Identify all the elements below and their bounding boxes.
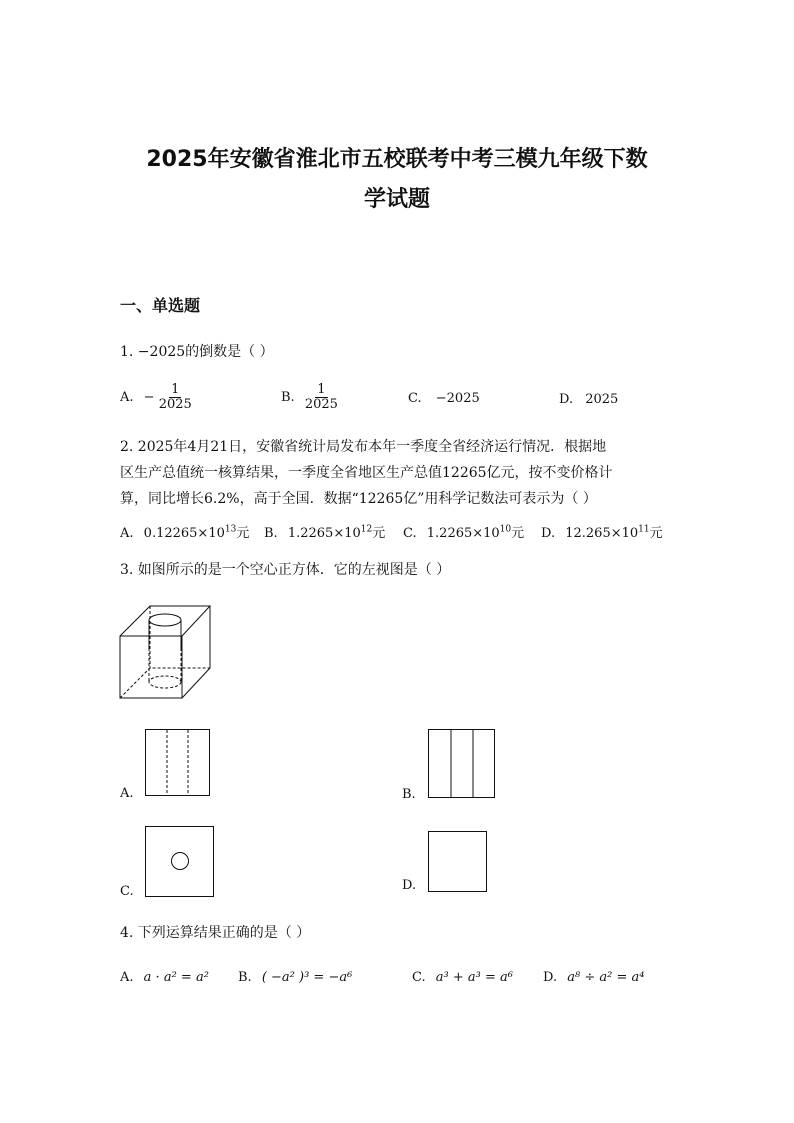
q2-option-a-exponent: 13 xyxy=(224,524,237,535)
q2-option-c-unit: 元 xyxy=(511,526,525,541)
cube-top-face xyxy=(120,606,210,636)
q1-option-b xyxy=(281,383,338,412)
q3-option-b-figure xyxy=(428,729,496,799)
q2-option-b-base: 1.2265×10 xyxy=(287,526,361,541)
q2-option-d-base: 12.265×10 xyxy=(565,526,639,541)
q1-option-a-numerator: 1 xyxy=(171,382,180,397)
q2-option-a xyxy=(120,522,249,541)
q4-option-b xyxy=(238,970,352,985)
question-1-stem: 1. −2025的倒数是（ ） xyxy=(120,344,274,360)
q2-option-d xyxy=(541,522,663,541)
q1-option-b-label: B. xyxy=(281,390,295,405)
q4-option-b-label: B. xyxy=(238,970,252,985)
q3-option-a-label: A. xyxy=(120,786,134,801)
q2-option-d-exponent: 11 xyxy=(638,524,650,535)
q2-option-b-label: B. xyxy=(264,526,278,541)
q3-option-d-figure xyxy=(428,831,488,893)
q1-option-a-fraction xyxy=(159,383,192,412)
q1-option-b-denominator: 2025 xyxy=(304,397,338,412)
q4-option-d-label: D. xyxy=(543,970,558,985)
q3-option-c-label: C. xyxy=(120,884,134,899)
q1-option-a-sign: − xyxy=(143,390,155,405)
question-2-stem xyxy=(120,434,613,512)
q1-option-c-label: C. xyxy=(408,391,422,406)
question-4-stem: 4. 下列运算结果正确的是（ ） xyxy=(120,925,311,941)
q1-option-c-value: −2025 xyxy=(435,391,480,406)
hole-bottom-ellipse xyxy=(149,676,181,688)
q2-line-1: 2. 2025年4月21日，安徽省统计局发布本年一季度全省经济运行情况．根据地 xyxy=(120,439,607,455)
q1-option-d-label: D. xyxy=(559,392,574,407)
q2-option-a-label: A. xyxy=(120,526,134,541)
q1-option-d-value: 2025 xyxy=(585,392,619,407)
q2-line-3: 算，同比增长6.2%，高于全国．数据“12265亿”用科学记数法可表示为（ ） xyxy=(120,491,597,507)
q4-option-c-label: C. xyxy=(412,970,426,985)
question-3-stem: 3. 如图所示的是一个空心正方体．它的左视图是（ ） xyxy=(120,562,451,578)
q2-option-b-unit: 元 xyxy=(372,526,386,541)
q2-option-a-unit: 元 xyxy=(236,526,250,541)
q2-option-d-unit: 元 xyxy=(649,526,663,541)
hollow-cube-figure xyxy=(118,604,214,702)
q2-option-d-label: D. xyxy=(541,526,556,541)
q4-option-a-label: A. xyxy=(120,970,134,985)
q1-option-a-denominator: 2025 xyxy=(158,397,192,412)
q2-option-c xyxy=(403,522,524,541)
q2-option-c-exponent: 10 xyxy=(499,524,512,535)
q2-option-a-base: 0.12265×10 xyxy=(143,526,225,541)
q4-option-b-expression: ( −a² )³ = −a⁶ xyxy=(261,970,353,985)
q4-option-d-expression: a⁸ ÷ a² = a⁴ xyxy=(567,970,645,985)
q3-option-d-label: D. xyxy=(402,878,417,893)
q2-option-b-exponent: 12 xyxy=(360,524,373,535)
title-line-2: 学试题 xyxy=(363,187,430,212)
title-line-1: 2025年安徽省淮北市五校联考中考三模九年级下数 xyxy=(146,147,648,172)
cube-front-face xyxy=(120,636,182,698)
q4-option-a-expression: a · a² = a² xyxy=(143,970,209,985)
q4-option-d xyxy=(543,970,644,985)
q3-option-a-figure xyxy=(145,729,211,797)
cube-right-face xyxy=(182,606,210,698)
q1-option-a xyxy=(120,383,192,412)
q1-option-a-label: A. xyxy=(120,390,134,405)
q2-line-2: 区生产总值统一核算结果，一季度全省地区生产总值12265亿元，按不变价格计 xyxy=(120,465,613,481)
q1-option-b-numerator: 1 xyxy=(317,382,326,397)
q2-option-c-base: 1.2265×10 xyxy=(426,526,500,541)
q4-option-a xyxy=(120,970,209,985)
q3-option-c-figure xyxy=(145,826,215,898)
q4-option-c-expression: a³ + a³ = a⁶ xyxy=(435,970,513,985)
q2-option-c-label: C. xyxy=(403,526,417,541)
q1-option-b-fraction xyxy=(305,383,338,412)
q2-option-b xyxy=(264,522,385,541)
q1-option-c xyxy=(408,391,480,406)
document-title xyxy=(100,140,694,220)
q3-option-b-label: B. xyxy=(402,787,416,802)
q4-option-c xyxy=(412,970,513,985)
q1-option-d xyxy=(559,392,618,407)
section-heading: 一、单选题 xyxy=(120,296,201,315)
hole-top-ellipse xyxy=(149,614,181,626)
